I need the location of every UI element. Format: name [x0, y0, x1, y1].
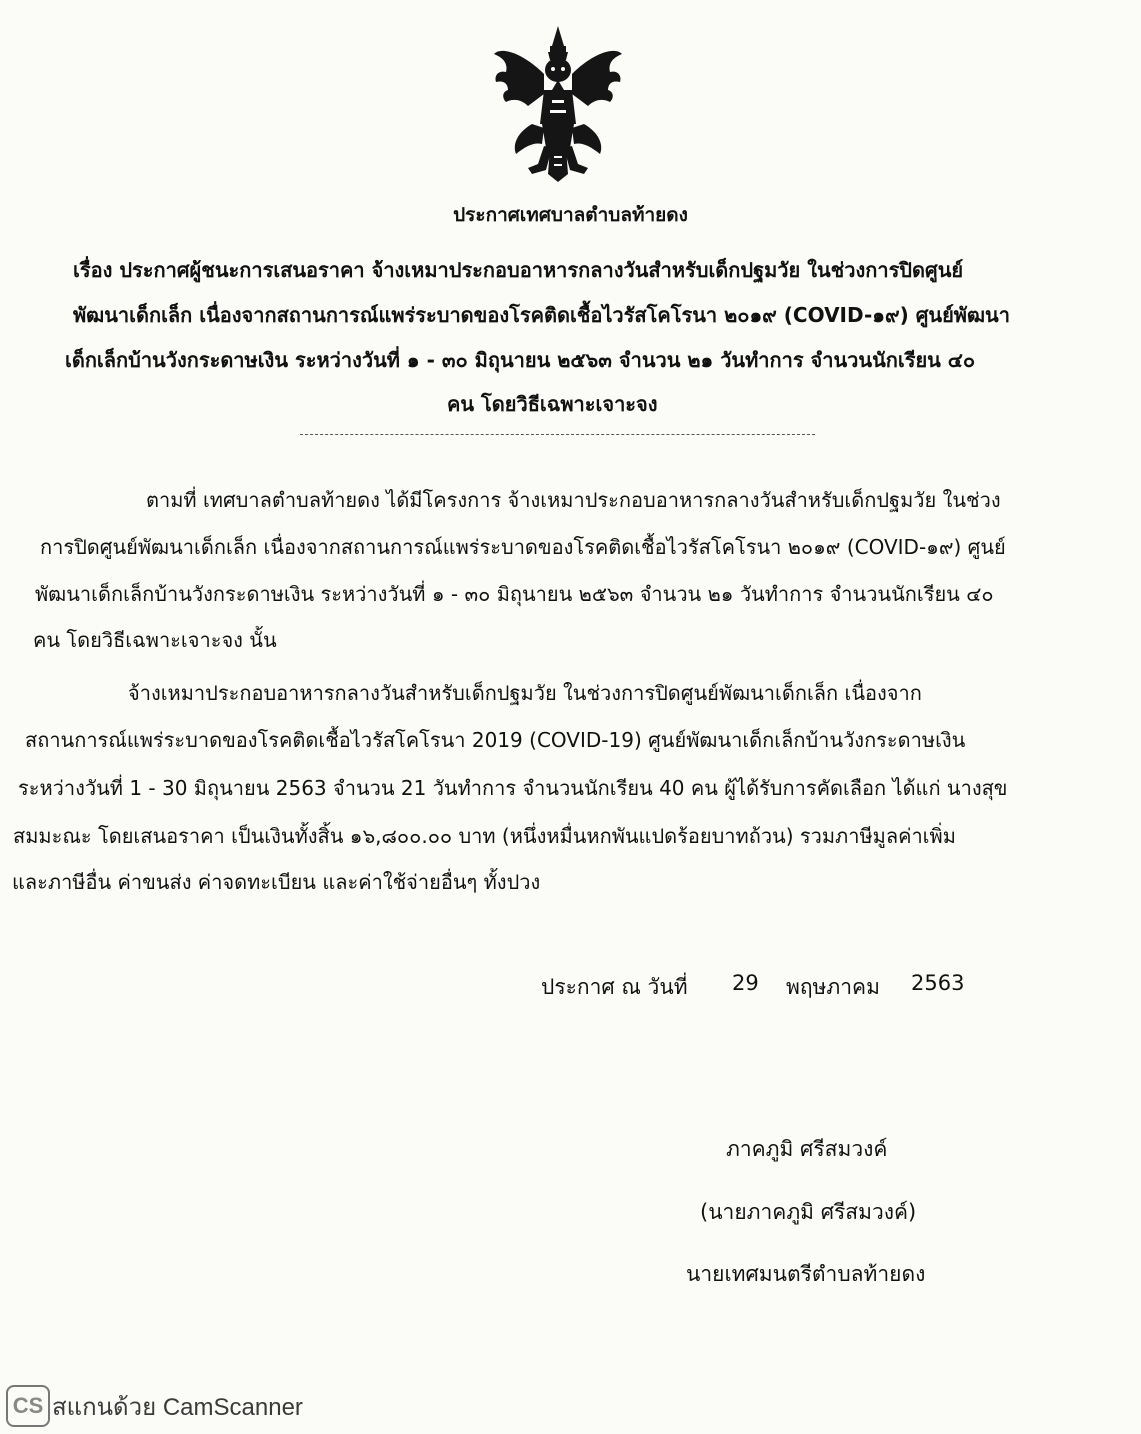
- para2-line-5: และภาษีอื่น ค่าขนส่ง ค่าจดทะเบียน และค่าใช้จ่ายอื่นๆ ทั้งปวง: [12, 870, 541, 894]
- announcement-title: ประกาศเทศบาลตำบลท้ายดง: [453, 204, 688, 226]
- announce-date-day: 29: [732, 971, 759, 995]
- para1-line-3: พัฒนาเด็กเล็กบ้านวังกระดาษเงิน ระหว่างวันที่ ๑ - ๓๐ มิถุนายน ๒๕๖๓ จำนวน ๒๑ วันทำการ จำนวนนักเรียน ๔๐: [35, 582, 994, 606]
- subject-line-3: เด็กเล็กบ้านวังกระดาษเงิน ระหว่างวันที่ ๑ - ๓๐ มิถุนายน ๒๕๖๓ จำนวน ๒๑ วันทำการ จำนวนนักเรียน ๔๐: [65, 348, 976, 372]
- para2-line-3: ระหว่างวันที่ 1 - 30 มิถุนายน 2563 จำนวน 21 วันทำการ จำนวนนักเรียน 40 คน ผู้ได้รับการคัดเลือก ได้แก่ นางสุข: [18, 776, 1008, 800]
- camscanner-watermark: [6, 1385, 303, 1427]
- subject-line-2: พัฒนาเด็กเล็ก เนื่องจากสถานการณ์แพร่ระบาดของโรคติดเชื้อไวรัสโคโรนา ๒๐๑๙ (COVID-๑๙) ศูนย์พัฒนา: [73, 303, 1010, 327]
- camscanner-logo-icon: CS: [6, 1385, 50, 1427]
- para2-line-1: จ้างเหมาประกอบอาหารกลางวันสำหรับเด็กปฐมวัย ในช่วงการปิดศูนย์พัฒนาเด็กเล็ก เนื่องจาก: [128, 681, 922, 705]
- subject-line-1: เรื่อง ประกาศผู้ชนะการเสนอราคา จ้างเหมาประกอบอาหารกลางวันสำหรับเด็กปฐมวัย ในช่วงการปิดศูนย์: [73, 258, 964, 282]
- announce-date-label: ประกาศ ณ วันที่: [541, 975, 688, 999]
- garuda-emblem: [488, 24, 628, 184]
- para2-line-2: สถานการณ์แพร่ระบาดของโรคติดเชื้อไวรัสโคโรนา 2019 (COVID-19) ศูนย์พัฒนาเด็กเล็กบ้านวังกระดาษเงิน: [25, 728, 966, 752]
- signature-name: ภาคภูมิ ศรีสมวงค์: [726, 1137, 888, 1161]
- para1-line-4: คน โดยวิธีเฉพาะเจาะจง นั้น: [33, 628, 277, 652]
- para1-line-2: การปิดศูนย์พัฒนาเด็กเล็ก เนื่องจากสถานการณ์แพร่ระบาดของโรคติดเชื้อไวรัสโคโรนา ๒๐๑๙ (COVID-๑๙) ศูนย์: [40, 535, 1006, 559]
- separator-line: [300, 434, 815, 435]
- camscanner-watermark-text: สแกนด้วย CamScanner: [52, 1393, 303, 1421]
- signature-position: นายเทศมนตรีตำบลท้ายดง: [686, 1262, 926, 1286]
- announce-date-month: พฤษภาคม: [786, 975, 880, 999]
- para1-line-1: ตามที่ เทศบาลตำบลท้ายดง ได้มีโครงการ จ้างเหมาประกอบอาหารกลางวันสำหรับเด็กปฐมวัย ในช่วง: [146, 488, 1001, 512]
- subject-line-4: คน โดยวิธีเฉพาะเจาะจง: [447, 392, 658, 416]
- para2-line-4: สมมะณะ โดยเสนอราคา เป็นเงินทั้งสิ้น ๑๖,๘๐๐.๐๐ บาท (หนึ่งหมื่นหกพันแปดร้อยบาทถ้วน) รวมภาษีมูลค่าเพิ่ม: [13, 824, 956, 848]
- announce-date-year: 2563: [911, 971, 965, 995]
- signature-full-name: (นายภาคภูมิ ศรีสมวงค์): [700, 1200, 917, 1224]
